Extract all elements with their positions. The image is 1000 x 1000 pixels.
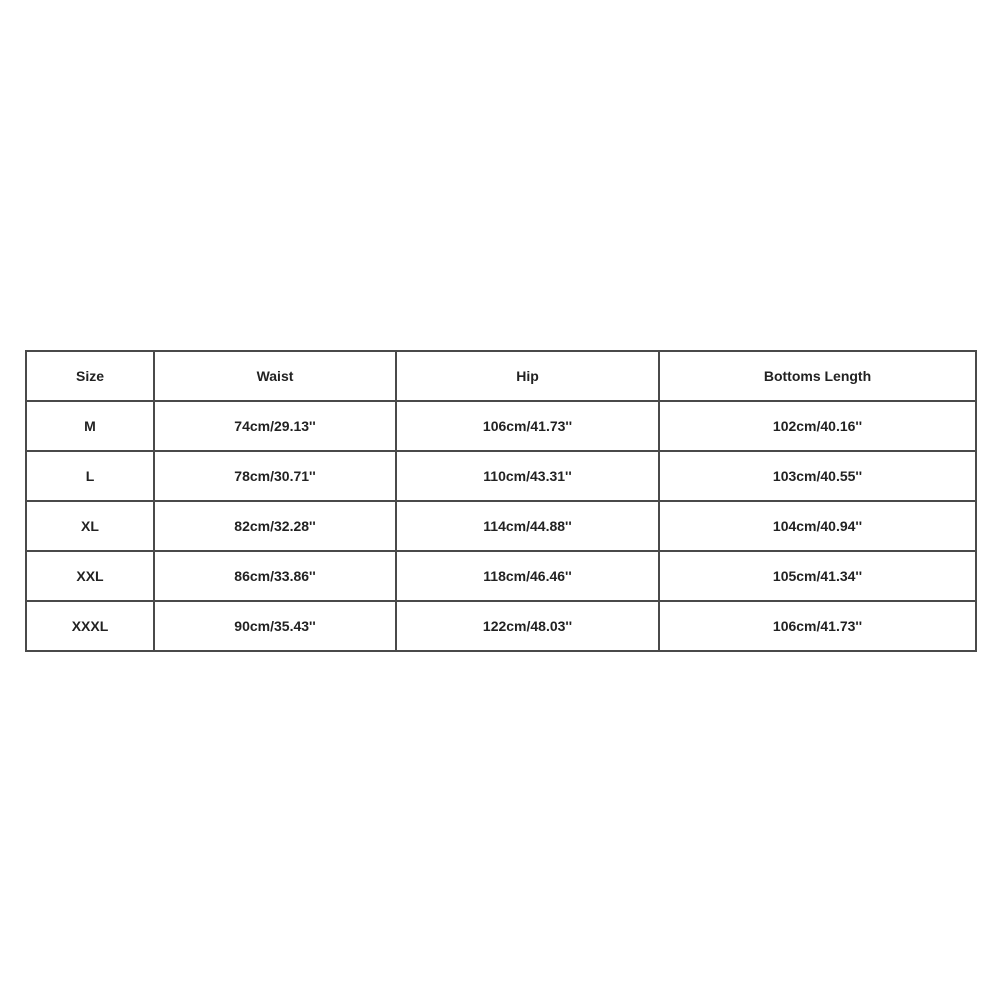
cell-waist: 86cm/33.86'' [154,551,396,601]
table-row [26,501,976,551]
cell-hip: 110cm/43.31'' [396,451,659,501]
table-row [26,601,976,651]
cell-bottoms-length: 102cm/40.16'' [659,401,976,451]
table-header-row [26,351,976,401]
cell-waist: 90cm/35.43'' [154,601,396,651]
cell-hip: 106cm/41.73'' [396,401,659,451]
cell-bottoms-length: 105cm/41.34'' [659,551,976,601]
cell-hip: 122cm/48.03'' [396,601,659,651]
header-hip: Hip [396,351,659,401]
table-row [26,451,976,501]
cell-size: XXXL [26,601,154,651]
cell-bottoms-length: 106cm/41.73'' [659,601,976,651]
cell-size: XXL [26,551,154,601]
cell-bottoms-length: 104cm/40.94'' [659,501,976,551]
header-waist: Waist [154,351,396,401]
cell-size: XL [26,501,154,551]
cell-waist: 82cm/32.28'' [154,501,396,551]
cell-hip: 118cm/46.46'' [396,551,659,601]
table-row [26,551,976,601]
cell-waist: 74cm/29.13'' [154,401,396,451]
cell-size: M [26,401,154,451]
cell-size: L [26,451,154,501]
table-row [26,401,976,451]
cell-hip: 114cm/44.88'' [396,501,659,551]
cell-bottoms-length: 103cm/40.55'' [659,451,976,501]
cell-waist: 78cm/30.71'' [154,451,396,501]
header-bottoms-length: Bottoms Length [659,351,976,401]
header-size: Size [26,351,154,401]
size-chart-table [25,350,977,652]
